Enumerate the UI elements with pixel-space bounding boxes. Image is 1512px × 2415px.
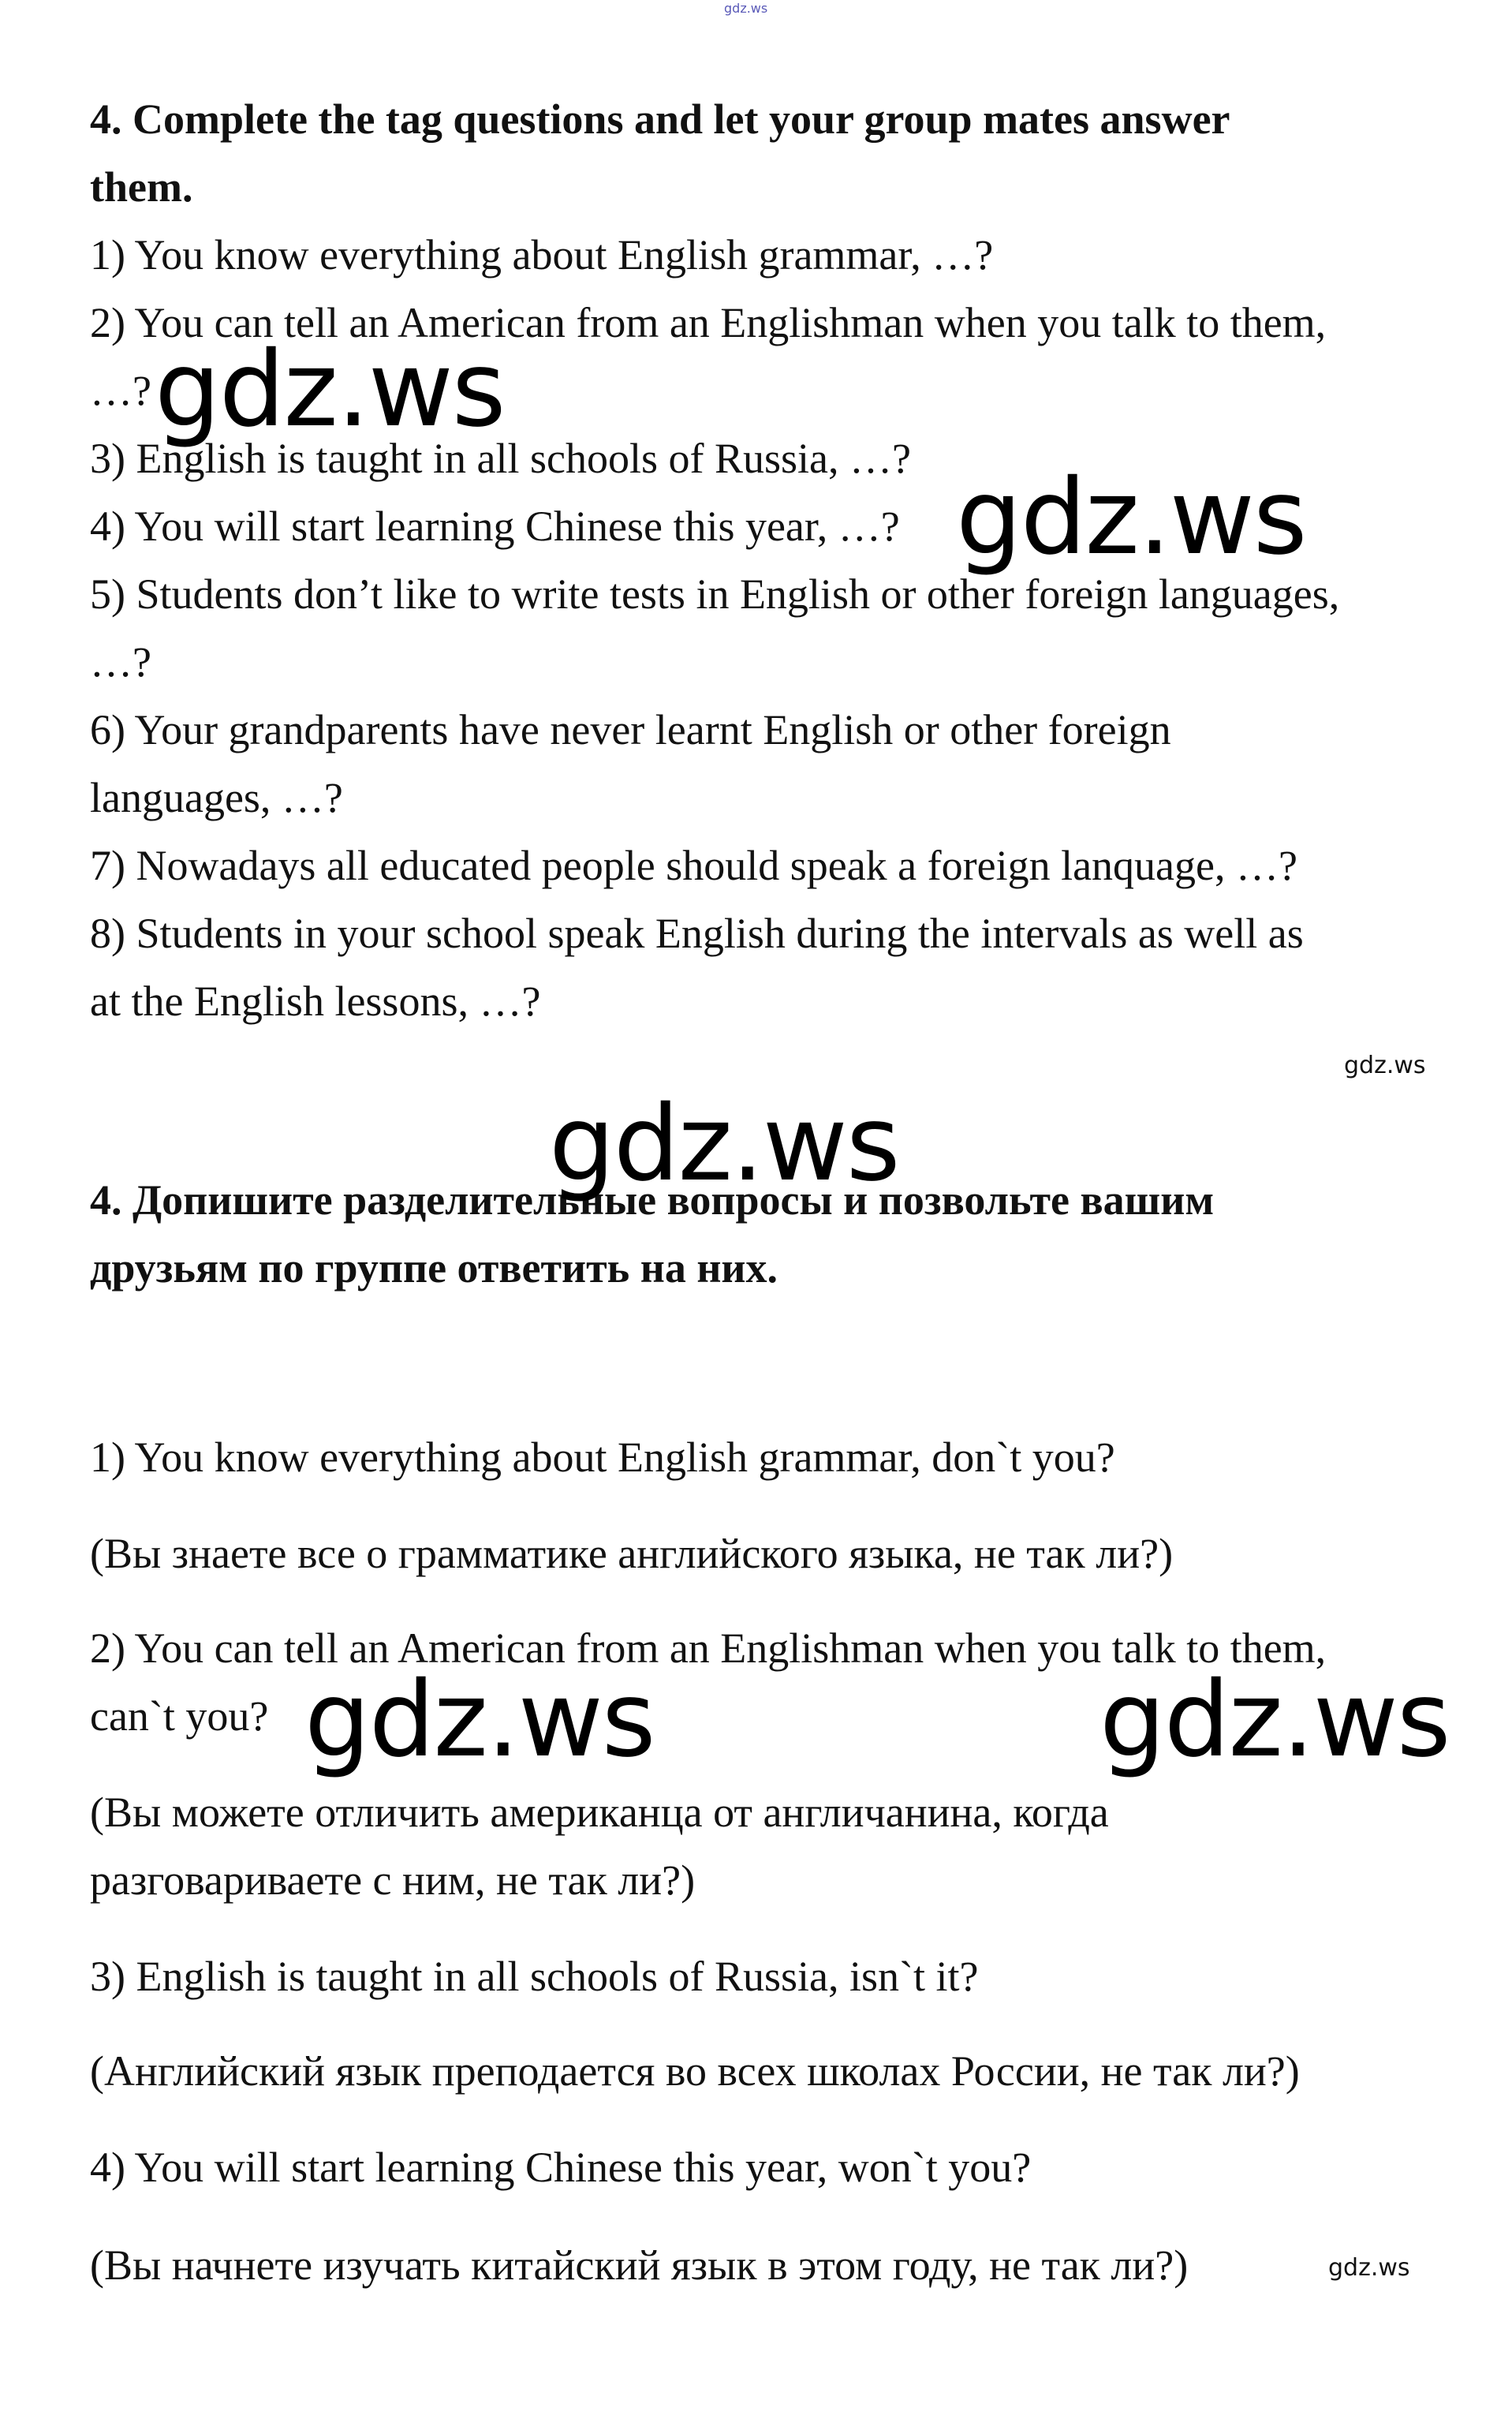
exercise-heading-line-1: 4. Complete the tag questions and let your group mates answer bbox=[90, 95, 1230, 143]
watermark-small: gdz.ws bbox=[1328, 2254, 1410, 2282]
answer-translation: (Вы можете отличить американца от англичанина, когда bbox=[90, 1789, 1109, 1836]
watermark-logo: gdz.ws bbox=[155, 329, 505, 450]
exercise-item: 2) You can tell an American from an Englishman when you talk to them, bbox=[90, 299, 1327, 346]
exercise-item: 3) English is taught in all schools of Russia, …? bbox=[90, 435, 911, 482]
exercise-heading-ru-line-1: 4. Допишите разделительные вопросы и позвольте вашим bbox=[90, 1176, 1215, 1224]
answer-translation: (Английский язык преподается во всех школах России, не так ли?) bbox=[90, 2047, 1300, 2095]
answer-line: can`t you? bbox=[90, 1692, 269, 1740]
exercise-heading-line-2: them. bbox=[90, 163, 193, 211]
watermark-top: gdz.ws bbox=[724, 1, 768, 16]
exercise-heading-ru-line-2: друзьям по группе ответить на них. bbox=[90, 1244, 778, 1292]
answer-line: 3) English is taught in all schools of Russia, isn`t it? bbox=[90, 1953, 979, 2000]
answer-line: 2) You can tell an American from an Englishman when you talk to them, bbox=[90, 1624, 1327, 1672]
exercise-item: …? bbox=[90, 638, 151, 686]
exercise-item: 4) You will start learning Chinese this year, …? bbox=[90, 503, 900, 550]
watermark-small: gdz.ws bbox=[1344, 1052, 1426, 1079]
watermark-logo: gdz.ws bbox=[956, 457, 1306, 578]
answer-translation: (Вы начнете изучать китайский язык в этом году, не так ли?) bbox=[90, 2241, 1189, 2289]
answer-translation: разговариваете с ним, не так ли?) bbox=[90, 1856, 696, 1904]
answer-translation: (Вы знаете все о грамматике английского языка, не так ли?) bbox=[90, 1530, 1174, 1577]
exercise-item: 8) Students in your school speak English during the intervals as well as bbox=[90, 910, 1304, 957]
exercise-item: 6) Your grandparents have never learnt English or other foreign bbox=[90, 706, 1171, 753]
exercise-item: 7) Nowadays all educated people should speak a foreign lanquage, …? bbox=[90, 842, 1297, 889]
watermark-logo: gdz.ws bbox=[304, 1659, 655, 1781]
answer-line: 1) You know everything about English grammar, don`t you? bbox=[90, 1434, 1115, 1481]
watermark-logo: gdz.ws bbox=[549, 1083, 899, 1205]
answer-line: 4) You will start learning Chinese this year, won`t you? bbox=[90, 2144, 1032, 2191]
exercise-item: languages, …? bbox=[90, 774, 343, 821]
exercise-item: 5) Students don’t like to write tests in English or other foreign languages, bbox=[90, 570, 1340, 618]
exercise-item: 1) You know everything about English grammar, …? bbox=[90, 231, 994, 279]
watermark-logo: gdz.ws bbox=[1099, 1659, 1450, 1781]
exercise-item: …? bbox=[90, 367, 151, 414]
exercise-item: at the English lessons, …? bbox=[90, 978, 541, 1025]
